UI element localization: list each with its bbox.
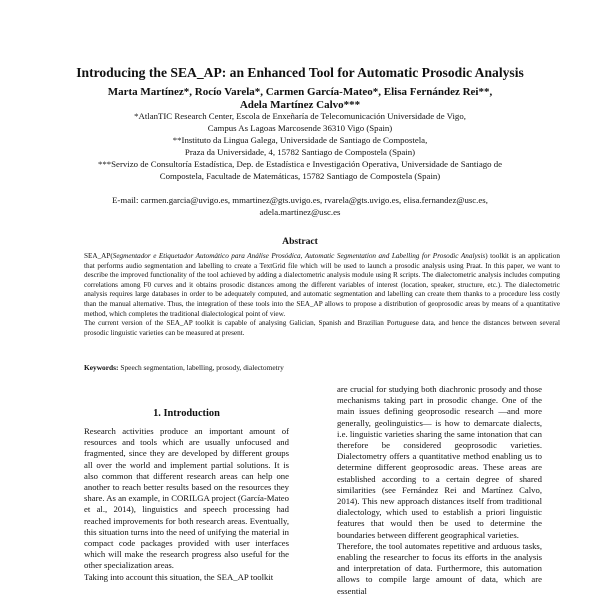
affiliation-3 bbox=[40, 159, 560, 182]
section-heading-introduction: 1. Introduction bbox=[153, 408, 220, 419]
keywords-text: Speech segmentation, labelling, prosody, dialectometry bbox=[120, 363, 284, 372]
left-paragraph-2: Taking into account this situation, the SEA_AP toolkit bbox=[84, 571, 274, 582]
right-paragraph-2: Therefore, the tool automates repetitive and arduous tasks, enabling the researcher to focus its efforts in the analysis and interpretation of data. Furthermore, this automation allows to compile large amount of data, which are essential bbox=[337, 540, 542, 596]
left-paragraph-1: Research activities produce an important amount of resources and tools which are usually unfocused and fragmented, since they are developed by different groups all over the world and implement partial solutions. It is also common that different research areas can help one another to reach better results based on the resources they share. As an example, in CORILGA project (García-Mateo et al., 2014), linguistics and speech processing had reached improvements for both research areas. Eventually, this situation turns into the need of unifying the material in compact code packages provided with user interfaces which will make the research progress also useful for the other specialization areas. bbox=[84, 426, 289, 571]
affiliation-2-line-1: **Instituto da Lingua Galega, Universidade de Santiago de Compostela, bbox=[172, 135, 428, 145]
abstract-p1-start: SEA_AP( bbox=[84, 252, 113, 260]
email-line-1: E-mail: carmen.garcia@uvigo.es, mmartinez@gts.uvigo.es, rvarela@gts.uvigo.es, elisa.fernandez@usc.es, bbox=[112, 195, 488, 205]
affiliation-1-line-1: *AtlanTIC Research Center, Escola de Enxeñaría de Telecomunicación Universidade de Vigo, bbox=[134, 111, 466, 121]
abstract-p1-rest: ) toolkit is an application that performs audio segmentation and labelling to create a TextGrid file which will be used to launch a prosodic analysis using Praat. In this paper, we want to describe the improved functionality of the tool achieved by adding a dialectometric analysis module using R scripts. The dialectometric analysis includes computing correlations among F0 curves and it obtains prosodic distances among the different variables of interest (location, speaker, structure, etc.). The dialectometric analysis requires large databases in order to be adequately computed, and automatic segmentation and labelling can create them thanks to a procedure less costly than the manual alternative. Thus, the integration of these tools into the SEA_AP allows to propose a distribution of geoprosodic areas by means of a quantitative method, which completes the traditional dialectological point of view. bbox=[84, 252, 560, 318]
right-column bbox=[337, 384, 542, 597]
affiliation-2 bbox=[40, 135, 560, 158]
authors-line-1: Marta Martínez*, Rocío Varela*, Carmen García-Mateo*, Elisa Fernández Rei**, bbox=[107, 86, 493, 98]
affiliation-3-line-1: ***Servizo de Consultoría Estadística, Dep. de Estadística e Investigación Operativa, Universidade de Santiago de bbox=[97, 159, 503, 169]
email-line-2: adela.martinez@usc.es bbox=[259, 206, 341, 217]
author-list bbox=[30, 86, 570, 111]
abstract-heading: Abstract bbox=[282, 236, 318, 247]
keywords-line bbox=[84, 363, 560, 373]
abstract-body bbox=[84, 252, 560, 338]
affiliation-2-line-2: Praza da Universidade, 4, 15782 Santiago de Compostela (Spain) bbox=[184, 146, 416, 157]
authors-line-2: Adela Martínez Calvo*** bbox=[239, 98, 361, 111]
affiliation-1 bbox=[40, 111, 560, 134]
right-paragraph-1: are crucial for studying both diachronic prosody and those mechanisms taking part in prosodic change. One of the main issues defining geoprosodic research —and more generally, geolinguistics— is how to demarcate dialects, i.e. linguistic varieties sharing the same intonation that can therefore be considered geoprosodic varieties. Dialectometry offers a quantitative method enabling us to determine different geoprosodic areas. These areas are established according to a certain degree of shared similarities (see Fernández Rei and Martínez Calvo, 2014). This new approach distances itself from traditional dialectology, which used to establish a priori linguistic features that would then be used to determine the boundaries between different geographical varieties. bbox=[337, 384, 542, 540]
affiliation-3-line-2: Compostela, Facultade de Matemáticas, 15782 Santiago de Compostela (Spain) bbox=[159, 170, 441, 181]
email-block bbox=[40, 195, 560, 218]
affiliation-1-line-2: Campus As Lagoas Marcosende 36310 Vigo (Spain) bbox=[207, 122, 393, 133]
abstract-paragraph-1 bbox=[84, 252, 560, 319]
abstract-p1-italic: Segmentador e Etiquetador Automático para Análise Prosódica, Automatic Segmentation and Labelling for Prosodic Analysis bbox=[112, 252, 486, 260]
paper-title: Introducing the SEA_AP: an Enhanced Tool for Automatic Prosodic Analysis bbox=[76, 65, 524, 80]
left-column bbox=[84, 426, 289, 583]
keywords-label: Keywords: bbox=[84, 363, 119, 372]
abstract-paragraph-2: The current version of the SEA_AP toolkit is capable of analysing Galician, Spanish and Brazilian Portuguese data, and hence the distances between several prosodic linguistic varieties can be measured at present. bbox=[84, 319, 560, 337]
